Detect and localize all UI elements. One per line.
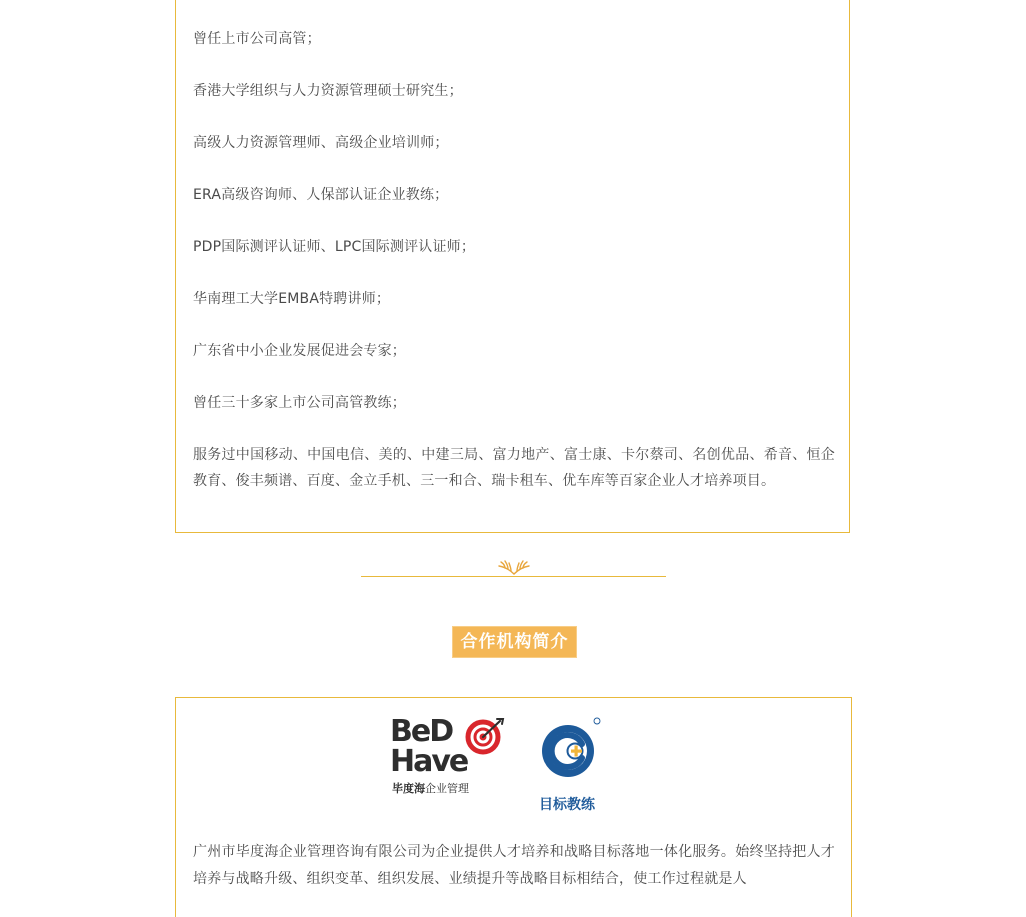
- c-target-icon: [538, 715, 604, 781]
- profile-item: ERA高级咨询师、人保部认证企业教练；: [193, 187, 449, 203]
- profile-item: 广东省中小企业发展促进会专家；: [193, 343, 406, 359]
- wheat-ornament-icon: [497, 558, 531, 576]
- section-title: 合作机构简介: [452, 626, 577, 658]
- bedo-logo: [390, 715, 510, 799]
- bedo-suffix: 企业管理: [425, 782, 469, 795]
- partner-box: [175, 697, 852, 917]
- profile-item: 曾任上市公司高管；: [193, 31, 321, 47]
- bedo-logo-line1: BeD: [390, 714, 453, 749]
- bedo-logo-line2: Have: [390, 744, 468, 779]
- profile-item: 香港大学组织与人力资源管理硕士研究生；: [193, 83, 463, 99]
- mubiao-caption: 目标教练: [539, 797, 595, 813]
- bedo-tagline: [392, 782, 469, 796]
- profile-item: 服务过中国移动、中国电信、美的、中建三局、富力地产、富士康、卡尔蔡司、名创优品、希音、恒企教育、俊丰频谱、百度、金立手机、三一和合、瑞卡租车、优车库等百家企业人才培养项目。: [193, 447, 835, 489]
- partner-description: 广州市毕度海企业管理咨询有限公司为企业提供人才培养和战略目标落地一体化服务。始终坚持把人才培养与战略升级、组织变革、组织发展、业绩提升等战略目标相结合，使工作过程就是人: [193, 844, 835, 887]
- bedo-brand: 毕度海: [392, 782, 425, 795]
- target-icon: [464, 715, 506, 757]
- profile-item: PDP国际测评认证师、LPC国际测评认证师；: [193, 239, 476, 255]
- profile-item: 曾任三十多家上市公司高管教练；: [193, 395, 406, 411]
- profile-list: [193, 26, 835, 494]
- profile-item: 华南理工大学EMBA特聘讲师；: [193, 291, 391, 307]
- mubiao-logo: [531, 715, 611, 813]
- section-divider: [361, 576, 666, 577]
- profile-box: [175, 0, 850, 533]
- profile-item: 高级人力资源管理师、高级企业培训师；: [193, 135, 449, 151]
